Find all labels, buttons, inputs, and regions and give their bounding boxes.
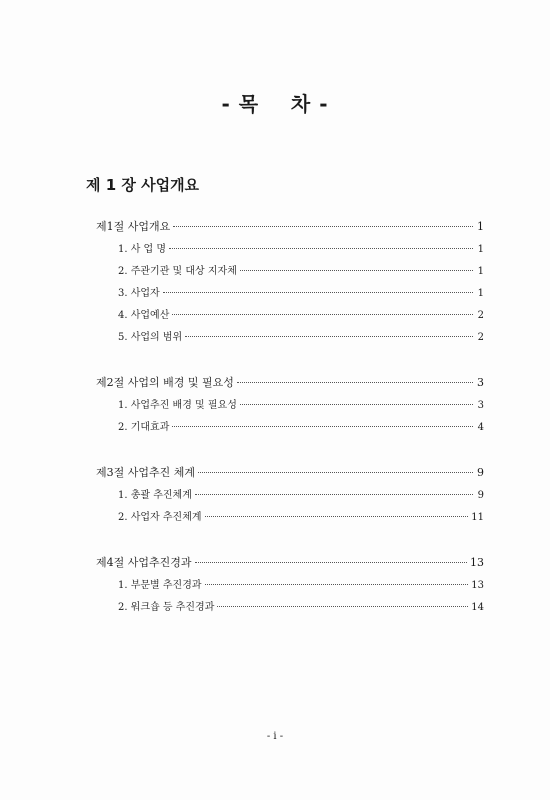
toc-entry-page: 3 (477, 400, 484, 411)
dot-leader (198, 472, 473, 473)
toc-entry[interactable] (96, 576, 484, 598)
toc-section (96, 218, 484, 350)
toc-entry-page: 2 (477, 310, 484, 321)
toc-entry[interactable] (96, 262, 484, 284)
toc-entry[interactable] (96, 396, 484, 418)
toc-entry[interactable] (96, 508, 484, 530)
toc-entry[interactable] (96, 328, 484, 350)
dot-leader (172, 314, 473, 315)
dot-leader (195, 562, 467, 563)
page-number: - i - (266, 731, 284, 742)
toc-section-heading[interactable] (96, 218, 484, 240)
dot-leader (173, 226, 473, 227)
dot-leader (163, 292, 473, 293)
toc-entry-label: 1. 사 업 명 (118, 244, 167, 255)
toc-entry-page: 13 (471, 580, 484, 591)
toc-title: - 목 차 - (221, 92, 329, 116)
toc-entry-label: 1. 부문별 추진경과 (118, 580, 202, 591)
toc-entry-label: 2. 워크숍 등 추진경과 (118, 602, 215, 613)
dot-leader (205, 584, 469, 585)
table-of-contents (96, 218, 484, 644)
toc-entry-page: 11 (471, 512, 484, 523)
toc-section (96, 554, 484, 620)
toc-section-heading-label: 제2절 사업의 배경 및 필요성 (96, 376, 234, 389)
toc-entry[interactable] (96, 284, 484, 306)
toc-entry[interactable] (96, 486, 484, 508)
toc-section-heading-page: 9 (477, 466, 484, 479)
toc-entry[interactable] (96, 306, 484, 328)
toc-section-heading-page: 3 (477, 376, 484, 389)
toc-entry-label: 1. 사업추진 배경 및 필요성 (118, 400, 237, 411)
toc-section (96, 464, 484, 530)
dot-leader (195, 494, 473, 495)
toc-entry-page: 1 (477, 288, 484, 299)
toc-entry-label: 1. 총괄 추진체계 (118, 490, 192, 501)
toc-entry[interactable] (96, 240, 484, 262)
toc-section-heading-label: 제4절 사업추진경과 (96, 556, 192, 569)
dot-leader (240, 270, 473, 271)
dot-leader (240, 404, 473, 405)
toc-entry-page: 9 (477, 490, 484, 501)
toc-section (96, 374, 484, 440)
toc-entry-page: 4 (477, 422, 484, 433)
toc-entry-page: 1 (477, 244, 484, 255)
toc-entry-label: 2. 주관기관 및 대상 지자체 (118, 266, 237, 277)
toc-section-heading-label: 제1절 사업개요 (96, 220, 171, 233)
toc-entry-label: 2. 기대효과 (118, 422, 170, 433)
toc-section-heading[interactable] (96, 554, 484, 576)
toc-entry[interactable] (96, 598, 484, 620)
toc-section-heading[interactable] (96, 374, 484, 396)
dot-leader (237, 382, 473, 383)
chapter-heading: 제 1 장 사업개요 (86, 176, 200, 194)
toc-section-heading[interactable] (96, 464, 484, 486)
toc-entry[interactable] (96, 418, 484, 440)
toc-entry-page: 14 (471, 602, 484, 613)
toc-section-heading-label: 제3절 사업추진 체계 (96, 466, 195, 479)
dot-leader (205, 516, 469, 517)
dot-leader (185, 336, 473, 337)
toc-entry-label: 3. 사업자 (118, 288, 160, 299)
toc-entry-label: 5. 사업의 범위 (118, 332, 183, 343)
dot-leader (172, 426, 473, 427)
toc-entry-page: 1 (477, 266, 484, 277)
dot-leader (217, 606, 468, 607)
toc-section-heading-page: 13 (470, 556, 484, 569)
toc-entry-label: 2. 사업자 추진체계 (118, 512, 202, 523)
dot-leader (169, 248, 473, 249)
toc-section-heading-page: 1 (477, 220, 484, 233)
toc-entry-label: 4. 사업예산 (118, 310, 170, 321)
toc-entry-page: 2 (477, 332, 484, 343)
